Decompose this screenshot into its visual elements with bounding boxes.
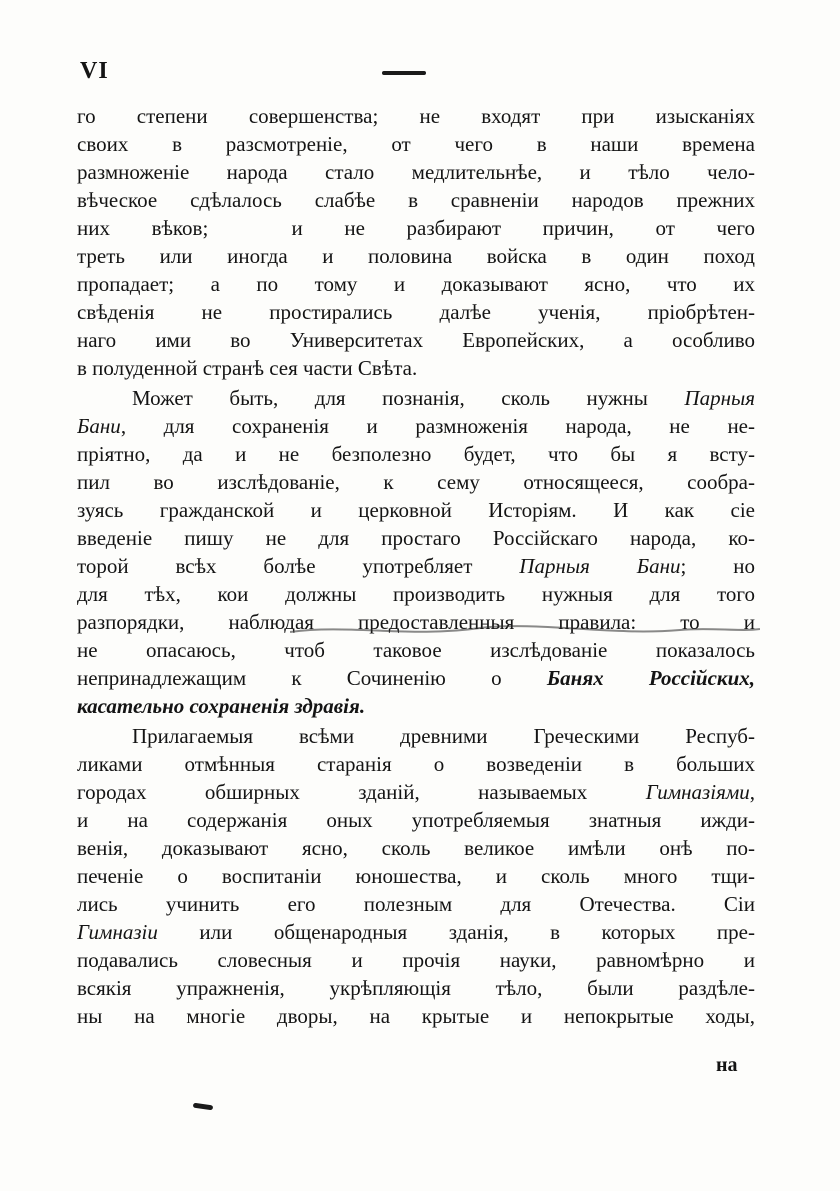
text-line: разпорядки, наблюдая предоставленныя правила: то и <box>77 610 755 634</box>
text-line: наго ими во Университетах Европейских, а особливо <box>77 328 755 352</box>
text-line <box>77 412 755 440</box>
text-line: венія, доказывают ясно, сколь великое имѣли онѣ по- <box>77 836 755 860</box>
italic-term: Гимназіями <box>645 780 750 804</box>
text-line: и на содержанія оных употребляемыя знатныя ижди- <box>77 808 755 832</box>
text-line: всякія упражненія, укрѣпляющія тѣло, были раздѣле- <box>77 976 755 1000</box>
italic-term: Парныя <box>684 386 755 410</box>
text-fragment: Может быть, для познанія, сколь нужны <box>132 386 685 410</box>
text-line: пропадает; а по тому и доказывают ясно, что их <box>77 272 755 296</box>
text-line: касательно сохраненія здравія. <box>77 694 366 718</box>
text-line <box>77 552 755 580</box>
text-line <box>77 664 755 692</box>
italic-term: Банях Россійских, <box>546 666 755 690</box>
text-line: не опасаюсь, чтоб таковое изслѣдованіе показалось <box>77 638 755 662</box>
text-line: лись учинить его полезным для Отечества. Сіи <box>77 892 755 916</box>
italic-term: Бани <box>77 414 121 438</box>
text-fragment: городах обширных зданій, называемых <box>77 780 646 804</box>
text-fragment: или общенародныя зданія, в которых пре- <box>157 920 755 944</box>
text-line: печеніе о воспитаніи юношества, и сколь много тщи- <box>77 864 755 888</box>
text-line: ликами отмѣнныя старанія о возведеніи в больших <box>77 752 755 776</box>
text-line: пріятно, да и не безполезно будет, что бы я всту- <box>77 442 755 466</box>
ink-mark <box>193 1103 214 1111</box>
text-line: введеніе пишу не для простаго Россійскаго народа, ко- <box>77 526 755 550</box>
text-fragment: и не разбирают причин, от чего <box>291 216 755 240</box>
text-line: зуясь гражданской и церковной Исторіям. И как сіе <box>77 498 755 522</box>
header-rule <box>382 71 426 75</box>
text-fragment: вѣческое сдѣлалось слабѣе в сравненіи народов прежних <box>77 188 755 212</box>
text-fragment: , для сохраненія и размноженія народа, не не- <box>120 414 755 438</box>
paragraph-start <box>77 384 755 412</box>
text-line <box>77 918 755 946</box>
text-line: свѣденія не простирались далѣе ученія, пріобрѣтен- <box>77 300 755 324</box>
text-fragment: торой всѣх болѣе употребляет <box>77 554 520 578</box>
text-fragment: ; но <box>680 554 755 578</box>
text-line: пил во изслѣдованіе, к сему относящееся, сообра- <box>77 470 755 494</box>
text-line: своих в разсмотреніе, от чего в наши времена <box>77 132 755 156</box>
running-head <box>80 58 760 88</box>
italic-term: Гимназіи <box>77 920 158 944</box>
main-text <box>77 102 755 1030</box>
text-line: ны на многіе дворы, на крытые и непокрытые ходы, <box>77 1004 755 1028</box>
page-number: VI <box>80 58 109 84</box>
paragraph-start: Прилагаемыя всѣми древними Греческими Респуб- <box>132 724 755 748</box>
text-fragment: них вѣков; <box>77 216 292 240</box>
catchword: на <box>716 1054 738 1076</box>
text-line <box>77 214 755 242</box>
text-line: в полуденной странѣ сея части Свѣта. <box>77 356 418 380</box>
text-line: подавались словесныя и прочія науки, равномѣрно и <box>77 948 755 972</box>
text-line <box>77 778 755 806</box>
text-fragment: , <box>749 780 755 804</box>
italic-term: Парныя Бани <box>519 554 681 578</box>
text-line: треть или иногда и половина войска в один поход <box>77 244 755 268</box>
text-fragment: непринадлежащим к Сочиненію о <box>77 666 547 690</box>
text-line: для тѣх, кои должны производить нужныя для того <box>77 582 755 606</box>
text-line: го степени совершенства; не входят при изысканіях <box>77 104 755 128</box>
text-line <box>77 186 755 214</box>
text-line: размноженіе народа стало медлительнѣе, и тѣло чело- <box>77 160 755 184</box>
